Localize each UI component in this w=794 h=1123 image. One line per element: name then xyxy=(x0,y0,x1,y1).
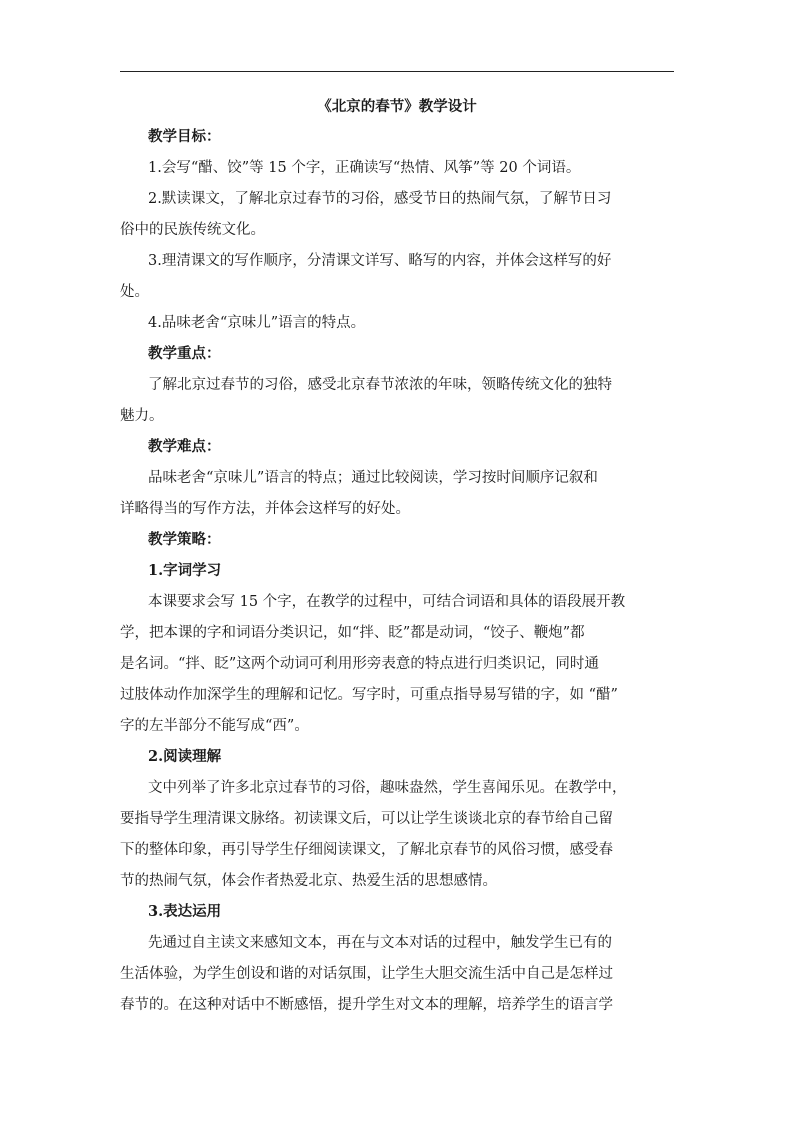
vocabulary-line-5: 字的左半部分不能写成“西”。 xyxy=(120,718,309,734)
header-rule xyxy=(120,71,674,72)
expression-line-2: 生活体验，为学生创设和谐的对话氛围，让学生大胆交流生活中自己是怎样过 xyxy=(120,966,613,982)
vocabulary-line-4: 过肢体动作加深学生的理解和记忆。写字时，可重点指导易写错的字，如 “醋” xyxy=(120,687,618,703)
subheading-reading: 2.阅读理解 xyxy=(148,748,222,765)
key-points-line-1: 了解北京过春节的习俗，感受北京春节浓浓的年味，领略传统文化的独特 xyxy=(148,377,612,393)
heading-goals: 教学目标： xyxy=(148,128,221,145)
vocabulary-line-2: 学，把本课的字和词语分类识记，如“拌、眨”都是动词，“饺子、鞭炮”都 xyxy=(120,625,585,641)
subheading-vocabulary: 1.字词学习 xyxy=(148,562,222,579)
difficulties-line-1: 品味老舍“京味儿”语言的特点；通过比较阅读，学习按时间顺序记叙和 xyxy=(148,470,598,486)
difficulties-line-2: 详略得当的写作方法，并体会这样写的好处。 xyxy=(120,501,410,517)
reading-line-1: 文中列举了许多北京过春节的习俗，趣味盎然，学生喜闻乐见。在教学中， xyxy=(148,780,627,796)
goal-3-line-2: 处。 xyxy=(120,284,149,300)
goal-1: 1.会写“醋、饺”等 15 个字，正确读写“热情、风筝”等 20 个词语。 xyxy=(148,160,581,176)
key-points-line-2: 魅力。 xyxy=(120,408,164,424)
goal-4: 4.品味老舍“京味儿”语言的特点。 xyxy=(148,315,366,331)
reading-line-3: 下的整体印象，再引导学生仔细阅读课文，了解北京春节的风俗习惯，感受春 xyxy=(120,842,613,858)
expression-line-1: 先通过自主读文来感知文本，再在与文本对话的过程中，触发学生已有的 xyxy=(148,935,612,951)
goal-3-line-1: 3.理清课文的写作顺序，分清课文详写、略写的内容，并体会这样写的好 xyxy=(148,253,612,269)
reading-line-4: 节的热闹气氛，体会作者热爱北京、热爱生活的思想感情。 xyxy=(120,873,497,889)
subheading-expression: 3.表达运用 xyxy=(148,903,222,920)
heading-strategies: 教学策略： xyxy=(148,531,221,548)
reading-line-2: 要指导学生理清课文脉络。初读课文后，可以让学生谈谈北京的春节给自己留 xyxy=(120,811,613,827)
document-title: 《北京的春节》教学设计 xyxy=(317,98,477,115)
heading-key-points: 教学重点： xyxy=(148,345,221,362)
vocabulary-line-3: 是名词。“拌、眨”这两个动词可利用形旁表意的特点进行归类识记，同时通 xyxy=(120,656,599,672)
goal-2-line-2: 俗中的民族传统文化。 xyxy=(120,222,265,238)
expression-line-3: 春节的。在这种对话中不断感悟，提升学生对文本的理解，培养学生的语言学 xyxy=(120,997,613,1013)
heading-difficulties: 教学难点： xyxy=(148,438,221,455)
vocabulary-line-1: 本课要求会写 15 个字，在教学的过程中，可结合词语和具体的语段展开教 xyxy=(148,594,626,610)
goal-2-line-1: 2.默读课文，了解北京过春节的习俗，感受节日的热闹气氛，了解节日习 xyxy=(148,191,612,207)
